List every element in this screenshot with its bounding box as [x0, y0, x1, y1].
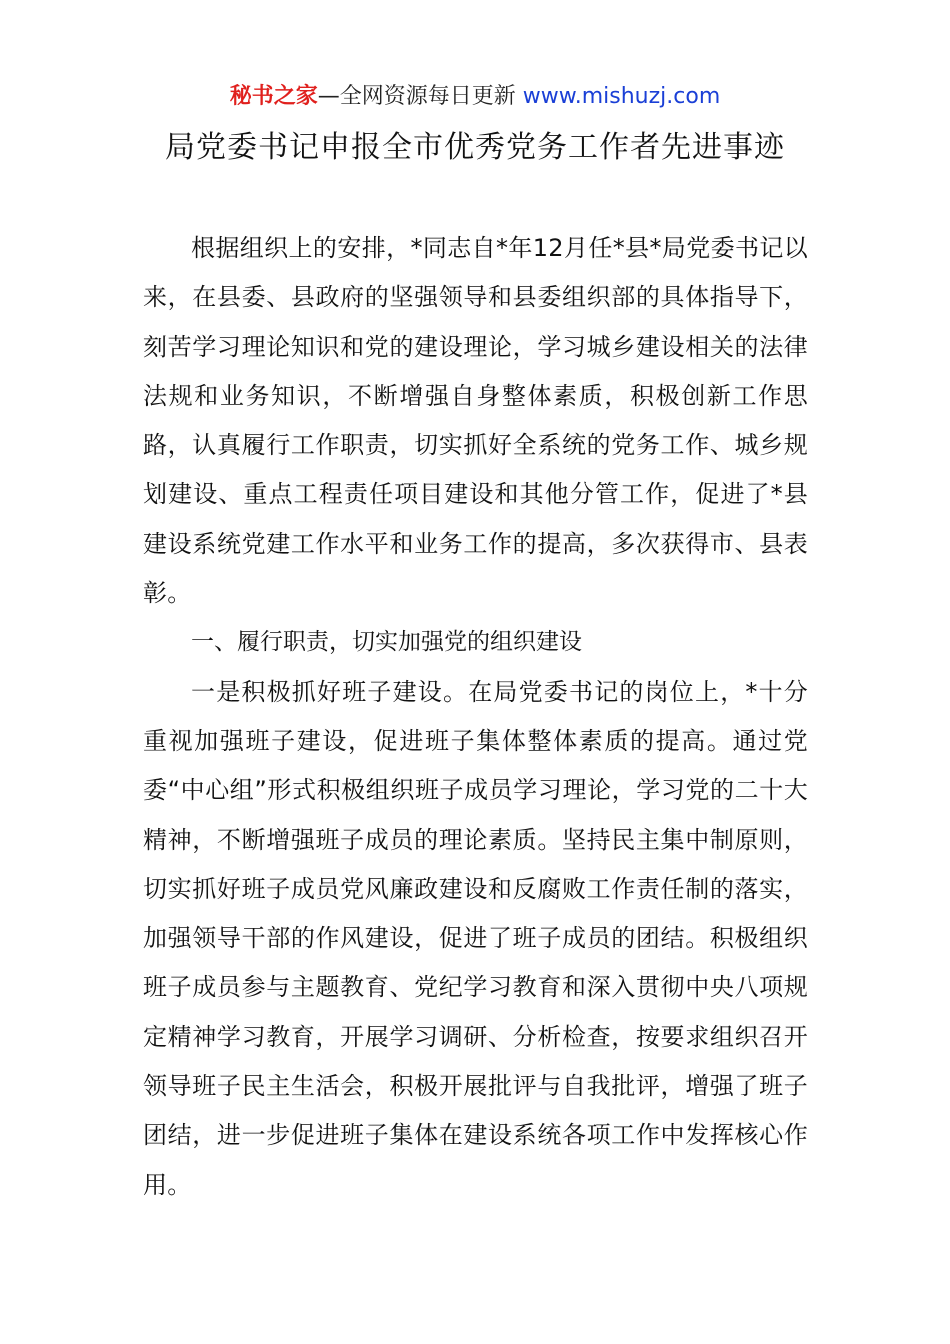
header-tagline: —全网资源每日更新 [317, 84, 523, 109]
section-heading-1: 一、履行职责，切实加强党的组织建设 [191, 629, 582, 656]
document-body [143, 224, 808, 1210]
section-1-paragraph-1: 一是积极抓好班子建设。在局党委书记的岗位上，*十分重视加强班子建设，促进班子集体整体素质的提高。通过党委“中心组”形式积极组织班子成员学习理论，学习党的二十大精神，不断增强班子成员的理论素质。坚持民主集中制原则，切实抓好班子成员党风廉政建设和反腐败工作责任制的落实，加强领导干部的作风建设，促进了班子成员的团结。积极组织班子成员参与主题教育、党纪学习教育和深入贯彻中央八项规定精神学习教育，开展学习调研、分析检查，按要求组织召开领导班子民主生活会，积极开展批评与自我批评，增强了班子团结，进一步促进班子集体在建设系统各项工作中发挥核心作用。 [143, 677, 808, 1199]
document-title: 局党委书记申报全市优秀党务工作者先进事迹 [165, 130, 785, 165]
site-header [0, 80, 950, 114]
intro-paragraph: 根据组织上的安排，*同志自*年12月任*县*局党委书记以来，在县委、县政府的坚强领导和县委组织部的具体指导下，刻苦学习理论知识和党的建设理论，学习城乡建设相关的法律法规和业务知识，不断增强自身整体素质，积极创新工作思路，认真履行工作职责，切实抓好全系统的党务工作、城乡规划建设、重点工程责任项目建设和其他分管工作，促进了*县建设系统党建工作水平和业务工作的提高，多次获得市、县表彰。 [143, 234, 808, 608]
site-url-link[interactable]: www.mishuzj.com [522, 84, 721, 109]
brand-name: 秘书之家 [229, 84, 318, 109]
